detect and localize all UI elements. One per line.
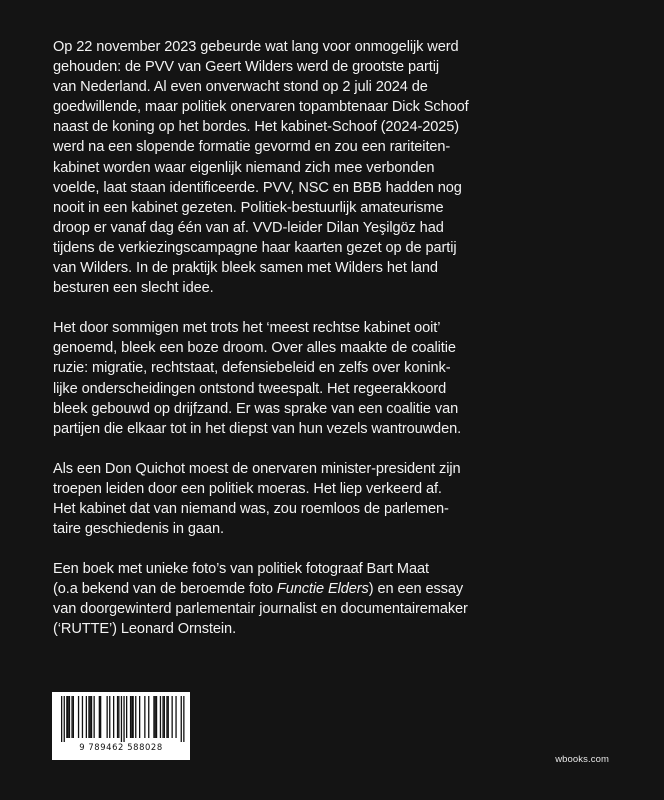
- text-line: [53, 117, 633, 137]
- blurb-paragraph: [53, 459, 633, 539]
- barcode-bar: [162, 696, 163, 738]
- text-line: [53, 137, 633, 157]
- text-segment: van Nederland. Al even onverwacht stond op 2 juli 2024 de: [53, 79, 428, 96]
- text-line: [53, 238, 633, 258]
- barcode-bar: [113, 696, 114, 738]
- text-line: [53, 459, 633, 479]
- text-line: [53, 519, 633, 539]
- text-segment: genoemd, bleek een boze droom. Over alles maakte de coalitie: [53, 340, 456, 357]
- text-segment: partijen die elkaar tot in het diepst van hun vezels wantrouwden.: [53, 420, 462, 437]
- barcode-bar: [94, 696, 95, 738]
- barcode-bar: [123, 696, 124, 742]
- barcode-bar: [168, 696, 169, 738]
- text-line: [53, 499, 633, 519]
- isbn-barcode: [52, 692, 190, 760]
- text-segment: naast de koning op het bordes. Het kabinet-Schoof (2024-2025): [53, 119, 460, 136]
- barcode-bar: [131, 696, 132, 738]
- barcode-bar: [164, 696, 165, 738]
- text-segment: Op 22 november 2023 gebeurde wat lang voor onmogelijk werd: [53, 39, 459, 55]
- blurb-paragraph: [53, 37, 633, 298]
- barcode-bar: [68, 696, 69, 738]
- barcode-bar: [181, 696, 182, 742]
- blurb-text: [53, 37, 633, 660]
- text-segment: Het door sommigen met trots het ‘meest rechtse kabinet ooit’: [53, 320, 441, 337]
- text-segment: werd na een slopende formatie gevormd en zou een rariteiten-: [53, 139, 451, 156]
- barcode-bar: [107, 696, 108, 738]
- barcode-bar: [117, 696, 118, 738]
- barcode-bar: [61, 696, 62, 742]
- barcode-bar: [175, 696, 176, 738]
- barcode-bar: [183, 696, 184, 742]
- barcode-bar: [148, 696, 149, 738]
- barcode-bar: [172, 696, 173, 738]
- text-segment: tijdens de verkiezingscampagne haar kaarten gezet op de partij: [53, 239, 457, 256]
- text-segment: van Wilders. In de praktijk bleek samen met Wilders het land: [53, 260, 438, 277]
- text-line: [53, 97, 633, 117]
- barcode-bar: [155, 696, 156, 738]
- text-segment: voelde, laat staan identificeerde. PVV, NSC en BBB hadden nog: [53, 179, 462, 196]
- text-line: [53, 258, 633, 278]
- text-segment: gehouden: de PVV van Geert Wilders werd de grootste partij: [53, 59, 440, 76]
- text-line: [53, 198, 633, 218]
- text-segment: ruzie: migratie, rechtstaat, defensiebeleid en zelfs over konink-: [53, 360, 451, 377]
- barcode-bar: [99, 696, 100, 738]
- barcode-bar: [118, 696, 119, 738]
- text-line: [53, 399, 633, 419]
- barcode-bar: [133, 696, 134, 738]
- barcode-bar: [139, 696, 140, 738]
- barcode-bar: [64, 696, 65, 742]
- barcode-bar: [90, 696, 91, 738]
- barcode-bar: [71, 696, 72, 738]
- text-segment: van doorgewinterd parlementair journalist en documentairemaker: [53, 601, 468, 618]
- photo-title-italic: Functie Elders: [276, 581, 369, 598]
- text-segment: (‘RUTTE’) Leonard Ornstein.: [53, 621, 237, 638]
- text-line: [53, 579, 633, 599]
- isbn-number: 9 789462 588028: [79, 742, 163, 752]
- text-line: [53, 338, 633, 358]
- text-segment: lijke onderscheidingen ontstond tweespalt. Het regeerakkoord: [53, 380, 447, 397]
- text-line: [53, 158, 633, 178]
- barcode-bar: [88, 696, 89, 738]
- barcode-bar: [73, 696, 74, 738]
- text-segment: Als een Don Quichot moest de onervaren minister-president zijn: [53, 460, 461, 477]
- blurb-paragraph: [53, 318, 633, 439]
- text-line: [53, 559, 633, 579]
- barcode-bar: [160, 696, 161, 738]
- text-segment: troepen leiden door een politiek moeras. Het liep verkeerd af.: [53, 480, 442, 497]
- text-line: [53, 379, 633, 399]
- publisher-website: wbooks.com: [555, 754, 609, 765]
- text-segment: nooit in een kabinet gezeten. Politiek-bestuurlijk amateurisme: [53, 199, 444, 216]
- text-line: [53, 599, 633, 619]
- text-segment: kabinet worden waar eigenlijk niemand zich mee verbonden: [53, 159, 435, 176]
- barcode-bars: [56, 696, 186, 742]
- text-segment: droop er vanaf dag één van af. VVD-leider Dilan Yeşilgöz had: [53, 219, 444, 236]
- barcode-bar: [121, 696, 122, 742]
- text-line: [53, 37, 633, 57]
- barcode-bar: [91, 696, 92, 738]
- text-line: [53, 479, 633, 499]
- text-segment: taire geschiedenis in gaan.: [53, 521, 224, 538]
- text-segment: (o.a bekend van de beroemde foto: [53, 581, 277, 598]
- barcode-bar: [130, 696, 131, 738]
- text-line: [53, 358, 633, 378]
- text-segment: Het kabinet dat van niemand was, zou roemloos de parlemen-: [53, 500, 449, 517]
- text-line: [53, 57, 633, 77]
- barcode-bar: [86, 696, 87, 738]
- barcode-bar: [144, 696, 145, 738]
- text-segment: besturen een slecht idee.: [53, 280, 214, 297]
- text-line: [53, 419, 633, 439]
- barcode-bar: [69, 696, 70, 738]
- barcode-bar: [66, 696, 67, 738]
- barcode-bar: [82, 696, 83, 738]
- text-line: [53, 318, 633, 338]
- text-segment: ) en een essay: [368, 581, 464, 598]
- blurb-paragraph: [53, 559, 633, 639]
- text-line: [53, 278, 633, 298]
- barcode-bar: [78, 696, 79, 738]
- text-segment: goedwillende, maar politiek onervaren topambtenaar Dick Schoof: [53, 99, 469, 116]
- text-line: [53, 178, 633, 198]
- barcode-bar: [135, 696, 136, 738]
- text-segment: bleek gebouwd op drijfzand. Er was sprake van een coalitie van: [53, 400, 459, 417]
- barcode-bar: [100, 696, 101, 738]
- text-line: [53, 619, 633, 639]
- text-line: [53, 218, 633, 238]
- barcode-bar: [126, 696, 127, 738]
- text-line: [53, 77, 633, 97]
- barcode-bar: [166, 696, 167, 738]
- barcode-bar: [153, 696, 154, 738]
- barcode-bar: [109, 696, 110, 738]
- barcode-bar: [156, 696, 157, 738]
- text-segment: Een boek met unieke foto’s van politiek fotograaf Bart Maat: [53, 561, 429, 578]
